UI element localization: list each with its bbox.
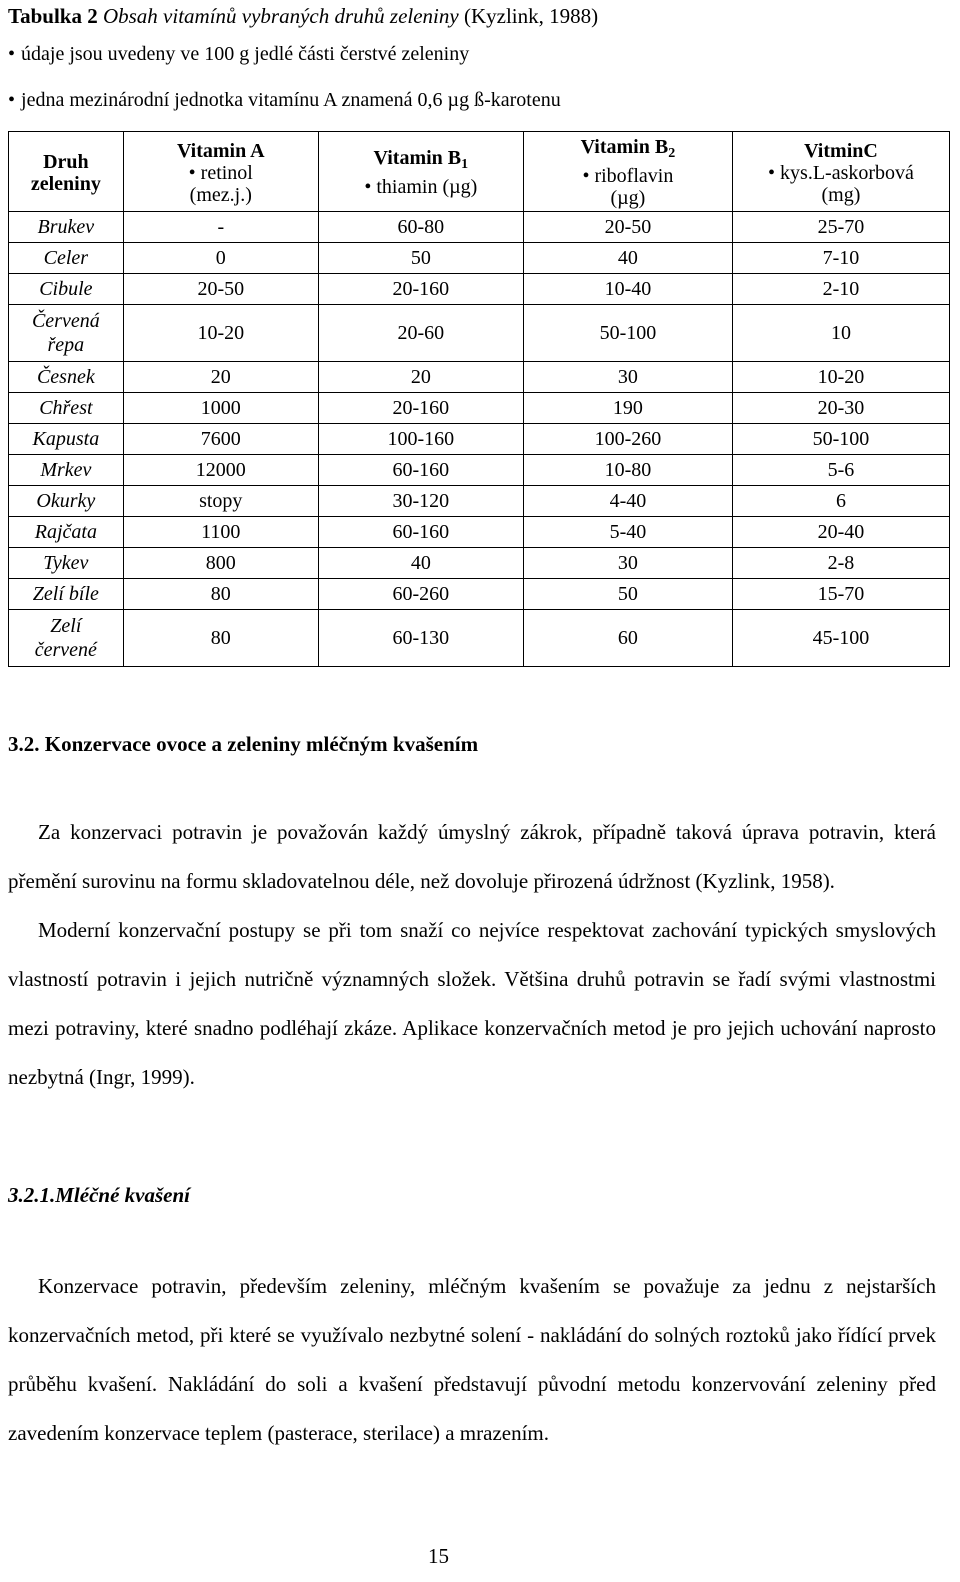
table-row <box>9 362 950 393</box>
cell-vitamin-a: 7600 <box>123 424 318 455</box>
table-row <box>9 455 950 486</box>
paragraph: Za konzervaci potravin je považován každý úmyslný zákrok, případně taková úprava potravin, která přemění surovinu na formu skladovatelnou déle, než dovoluje přirozená údržnost (Kyzlink, 1958). <box>8 820 936 893</box>
page-number: 15 <box>428 1544 449 1568</box>
cell-vitamin-c: 2-10 <box>732 274 949 305</box>
cell-vitamin-b2: 60 <box>523 610 732 667</box>
vegetable-name: Zelí bíle <box>9 579 124 610</box>
cell-vitamin-b2: 30 <box>523 362 732 393</box>
cell-vitamin-c: 50-100 <box>732 424 949 455</box>
cell-vitamin-b2: 190 <box>523 393 732 424</box>
cell-vitamin-b1: 60-80 <box>318 212 523 243</box>
table-header-row <box>9 132 950 212</box>
table-row <box>9 610 950 667</box>
cell-vitamin-c: 15-70 <box>732 579 949 610</box>
cell-vitamin-c: 2-8 <box>732 548 949 579</box>
vegetable-name: Chřest <box>9 393 124 424</box>
cell-vitamin-a: 1000 <box>123 393 318 424</box>
cell-vitamin-a: 0 <box>123 243 318 274</box>
cell-vitamin-c: 20-40 <box>732 517 949 548</box>
cell-vitamin-c: 20-30 <box>732 393 949 424</box>
vegetable-name: Zelí červené <box>9 610 124 667</box>
cell-vitamin-b1: 60-160 <box>318 517 523 548</box>
vitamin-table <box>8 131 950 667</box>
paragraph: Moderní konzervační postupy se při tom snaží co nejvíce respektovat zachování typických smyslových vlastností potravin i jejich nutričně významných složek. Většina druhů potravin se řadí svými vlastnostmi mezi potraviny, které snadno podléhají zkáze. Aplikace konzervačních metod je pro jejich uchování naprosto nezbytná (Ingr, 1999). <box>8 918 936 1089</box>
cell-vitamin-b2: 100-260 <box>523 424 732 455</box>
vegetable-name: Okurky <box>9 486 124 517</box>
cell-vitamin-a: - <box>123 212 318 243</box>
cell-vitamin-b2: 4-40 <box>523 486 732 517</box>
cell-vitamin-b1: 20-160 <box>318 274 523 305</box>
cell-vitamin-c: 5-6 <box>732 455 949 486</box>
header-vitamin-c: VitminC • kys.L-askorbová (mg) <box>732 132 949 212</box>
cell-vitamin-b1: 40 <box>318 548 523 579</box>
table-row <box>9 393 950 424</box>
subsection-paragraph-block <box>8 1262 936 1458</box>
table-body <box>9 212 950 667</box>
cell-vitamin-c: 45-100 <box>732 610 949 667</box>
note-item: • jedna mezinárodní jednotka vitamínu A znamená 0,6 µg ß-karotenu <box>8 89 561 111</box>
section-heading: 3.2. Konzervace ovoce a zeleniny mléčným kvašením <box>8 732 479 756</box>
cell-vitamin-a: 1100 <box>123 517 318 548</box>
cell-vitamin-b1: 20-60 <box>318 305 523 362</box>
cell-vitamin-a: 12000 <box>123 455 318 486</box>
cell-vitamin-c: 7-10 <box>732 243 949 274</box>
cell-vitamin-b1: 60-130 <box>318 610 523 667</box>
section-paragraphs <box>8 808 936 1102</box>
cell-vitamin-b1: 20-160 <box>318 393 523 424</box>
cell-vitamin-a: 20-50 <box>123 274 318 305</box>
vegetable-name: Česnek <box>9 362 124 393</box>
table-row <box>9 212 950 243</box>
bullet-icon: • <box>8 43 16 65</box>
table-row <box>9 424 950 455</box>
cell-vitamin-a: stopy <box>123 486 318 517</box>
note-item: • údaje jsou uvedeny ve 100 g jedlé části čerstvé zeleniny <box>8 43 470 65</box>
table-source: (Kyzlink, 1988) <box>463 4 599 28</box>
vegetable-name: Cibule <box>9 274 124 305</box>
table-row <box>9 486 950 517</box>
cell-vitamin-b1: 60-160 <box>318 455 523 486</box>
vegetable-name: Celer <box>9 243 124 274</box>
cell-vitamin-a: 20 <box>123 362 318 393</box>
cell-vitamin-b2: 50-100 <box>523 305 732 362</box>
vegetable-name: Červená řepa <box>9 305 124 362</box>
cell-vitamin-c: 6 <box>732 486 949 517</box>
table-row <box>9 243 950 274</box>
cell-vitamin-b2: 20-50 <box>523 212 732 243</box>
table-caption <box>8 4 598 28</box>
cell-vitamin-a: 80 <box>123 579 318 610</box>
cell-vitamin-a: 800 <box>123 548 318 579</box>
cell-vitamin-c: 10 <box>732 305 949 362</box>
table-label: Tabulka 2 <box>8 4 98 28</box>
vegetable-name: Kapusta <box>9 424 124 455</box>
table-row <box>9 517 950 548</box>
cell-vitamin-b2: 40 <box>523 243 732 274</box>
cell-vitamin-b1: 60-260 <box>318 579 523 610</box>
table-title: Obsah vitamínů vybraných druhů zeleniny <box>102 4 459 28</box>
bullet-icon: • <box>8 89 16 111</box>
header-vitamin-a: Vitamin A • retinol (mez.j.) <box>123 132 318 212</box>
header-druh: Druh zeleniny <box>9 132 124 212</box>
cell-vitamin-a: 80 <box>123 610 318 667</box>
paragraph: Konzervace potravin, především zeleniny, mléčným kvašením se považuje za jednu z nejstarších konzervačních metod, při které se využívalo nezbytné solení - nakládání do solných roztoků jako řídící prvek průběhu kvašení. Nakládání do soli a kvašení představují původní metodu konzervování zeleniny před zavedením konzervace teplem (pasterace, sterilace) a mrazením. <box>8 1274 936 1445</box>
vegetable-name: Tykev <box>9 548 124 579</box>
table-row <box>9 579 950 610</box>
cell-vitamin-b1: 20 <box>318 362 523 393</box>
table-row <box>9 548 950 579</box>
vegetable-name: Brukev <box>9 212 124 243</box>
cell-vitamin-c: 10-20 <box>732 362 949 393</box>
subsection-heading: 3.2.1.Mléčné kvašení <box>8 1183 190 1207</box>
cell-vitamin-a: 10-20 <box>123 305 318 362</box>
table-row <box>9 274 950 305</box>
cell-vitamin-b2: 10-80 <box>523 455 732 486</box>
vegetable-name: Mrkev <box>9 455 124 486</box>
cell-vitamin-b2: 50 <box>523 579 732 610</box>
vegetable-name: Rajčata <box>9 517 124 548</box>
table-row <box>9 305 950 362</box>
header-vitamin-b1: Vitamin $B_1$ • thiamin (µg) <box>318 132 523 212</box>
cell-vitamin-b1: 100-160 <box>318 424 523 455</box>
cell-vitamin-b1: 30-120 <box>318 486 523 517</box>
cell-vitamin-b1: 50 <box>318 243 523 274</box>
header-vitamin-b2: Vitamin $B_2$ • riboflavin (µg) <box>523 132 732 212</box>
cell-vitamin-c: 25-70 <box>732 212 949 243</box>
cell-vitamin-b2: 5-40 <box>523 517 732 548</box>
cell-vitamin-b2: 10-40 <box>523 274 732 305</box>
cell-vitamin-b2: 30 <box>523 548 732 579</box>
